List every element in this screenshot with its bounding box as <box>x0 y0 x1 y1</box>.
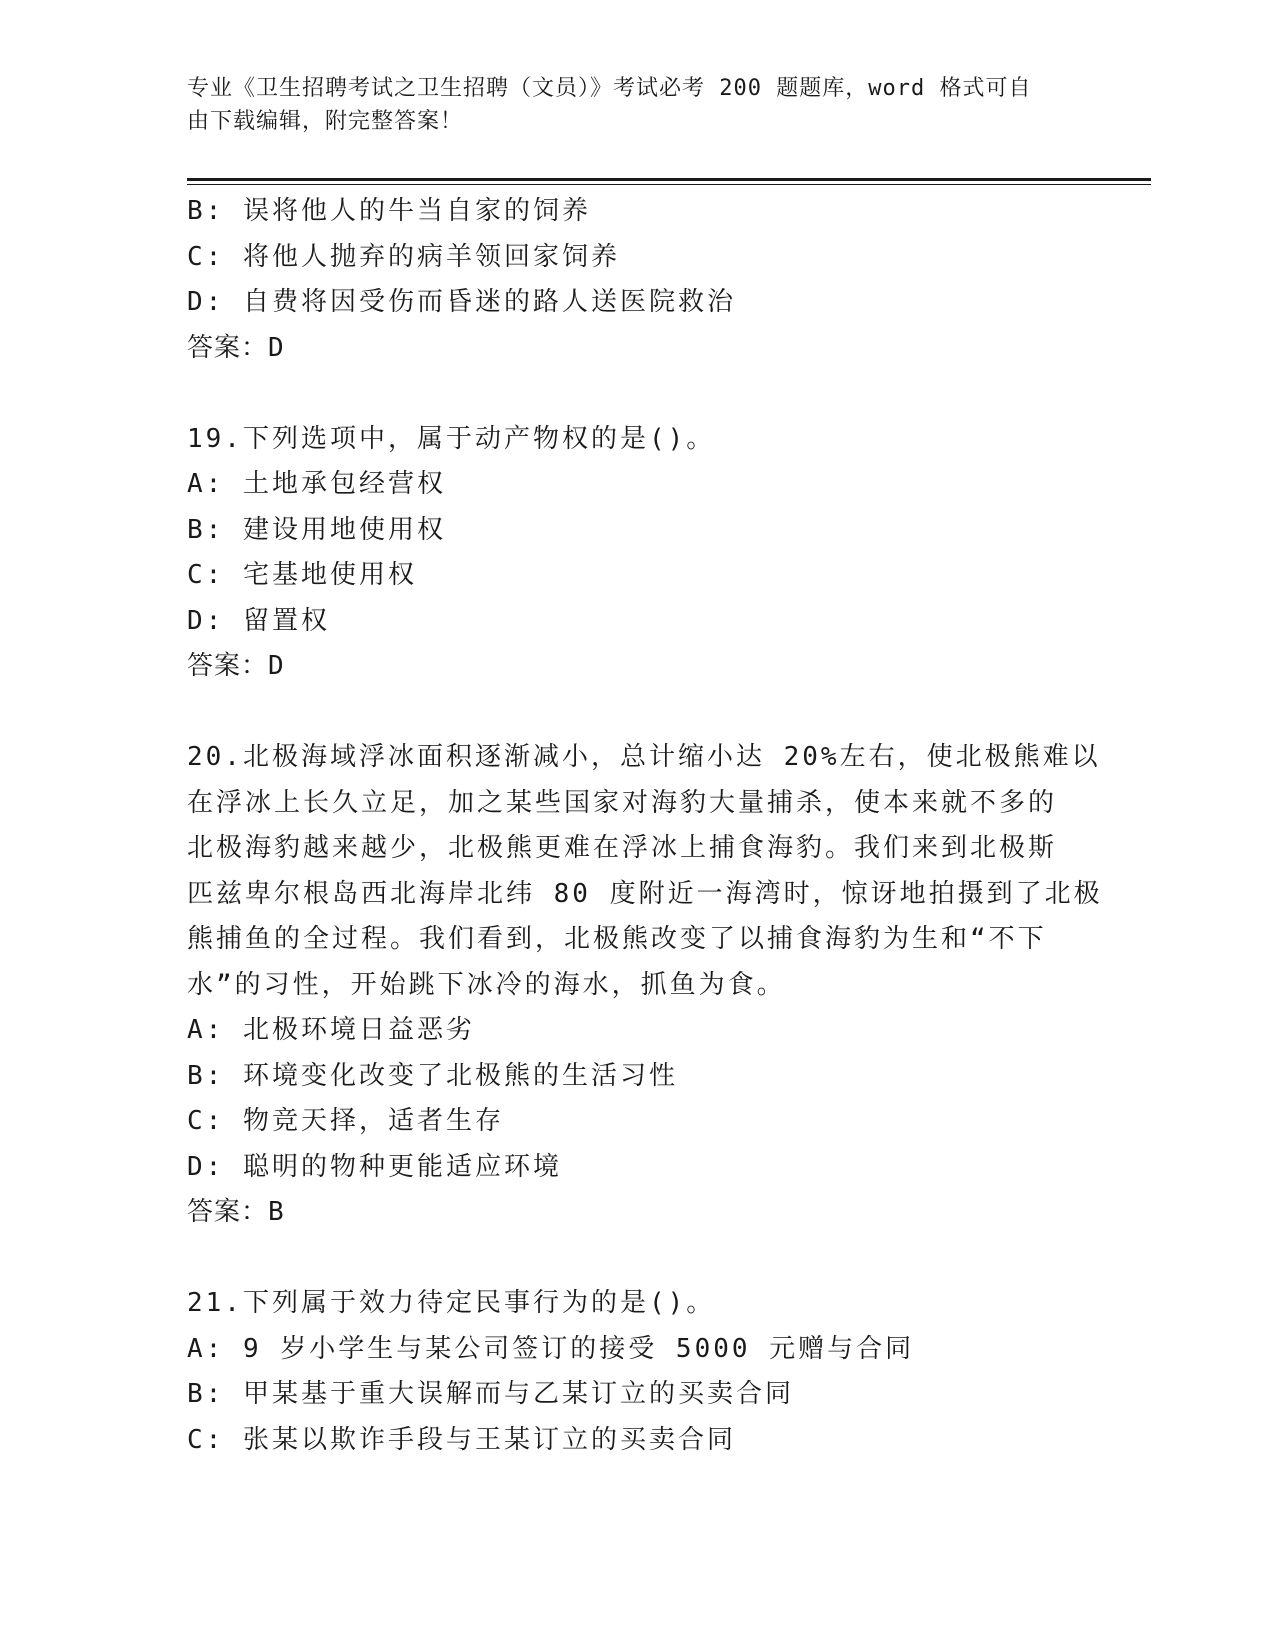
question-20 <box>187 735 1103 1236</box>
q21-option-c: C: 张某以欺诈手段与王某订立的买卖合同 <box>187 1424 736 1455</box>
q19-option-a: A: 土地承包经营权 <box>187 469 446 499</box>
q20-question-line: 水”的习性，开始跳下冰冷的海水，抓鱼为食。 <box>187 969 786 1000</box>
q20-answer: 答案：B <box>187 1197 285 1227</box>
spacer <box>187 690 1067 736</box>
header-divider-thick <box>187 178 1151 181</box>
q21-option-a: A: 9 岁小学生与某公司签订的接受 5000 元赠与合同 <box>187 1333 915 1364</box>
header-line-1: 专业《卫生招聘考试之卫生招聘（文员）》考试必考 200 题题库，word 格式可自 <box>187 76 1032 101</box>
q20-option-a: A: 北极环境日益恶劣 <box>187 1015 475 1045</box>
q20-question-line: 匹兹卑尔根岛西北海岸北纬 80 度附近一海湾时，惊讶地拍摄到了北极 <box>187 878 1103 909</box>
q18-answer: 答案：D <box>187 332 285 363</box>
document-header <box>187 72 1067 138</box>
q20-question-line: 在浮冰上长久立足，加之某些国家对海豹大量捕杀，使本来就不多的 <box>187 787 1058 818</box>
q20-question-line: 20.北极海域浮冰面积逐渐减小，总计缩小达 20%左右，使北极熊难以 <box>187 742 1101 772</box>
question-19 <box>187 417 1067 690</box>
document-body <box>187 189 1103 1463</box>
q18-option-b: B: 误将他人的牛当自家的饲养 <box>187 196 591 226</box>
q20-option-c: C: 物竞天择，适者生存 <box>187 1106 504 1136</box>
q19-question: 19.下列选项中，属于动产物权的是()。 <box>187 423 716 454</box>
q21-question: 21.下列属于效力待定民事行为的是()。 <box>187 1288 716 1318</box>
q19-option-c: C: 宅基地使用权 <box>187 560 417 590</box>
q19-option-b: B: 建设用地使用权 <box>187 514 446 545</box>
spacer <box>187 1236 1067 1282</box>
header-divider-thin <box>187 184 1151 185</box>
q18-option-c: C: 将他人抛弃的病羊领回家饲养 <box>187 241 620 272</box>
q18-option-d: D: 自费将因受伤而昏迷的路人送医院救治 <box>187 287 736 317</box>
q20-question-line: 熊捕鱼的全过程。我们看到，北极熊改变了以捕食海豹为生和“不下 <box>187 924 1047 954</box>
q19-answer: 答案：D <box>187 651 285 681</box>
q19-option-d: D: 留置权 <box>187 605 330 636</box>
q20-option-b: B: 环境变化改变了北极熊的生活习性 <box>187 1060 678 1091</box>
question-18 <box>187 189 1067 371</box>
header-line-2: 由下载编辑，附完整答案！ <box>187 109 464 134</box>
q21-option-b: B: 甲某基于重大误解而与乙某订立的买卖合同 <box>187 1379 794 1409</box>
q20-question-line: 北极海豹越来越少，北极熊更难在浮冰上捕食海豹。我们来到北极斯 <box>187 833 1058 863</box>
spacer <box>187 371 1067 417</box>
q20-option-d: D: 聪明的物种更能适应环境 <box>187 1151 562 1182</box>
question-21 <box>187 1281 1067 1463</box>
